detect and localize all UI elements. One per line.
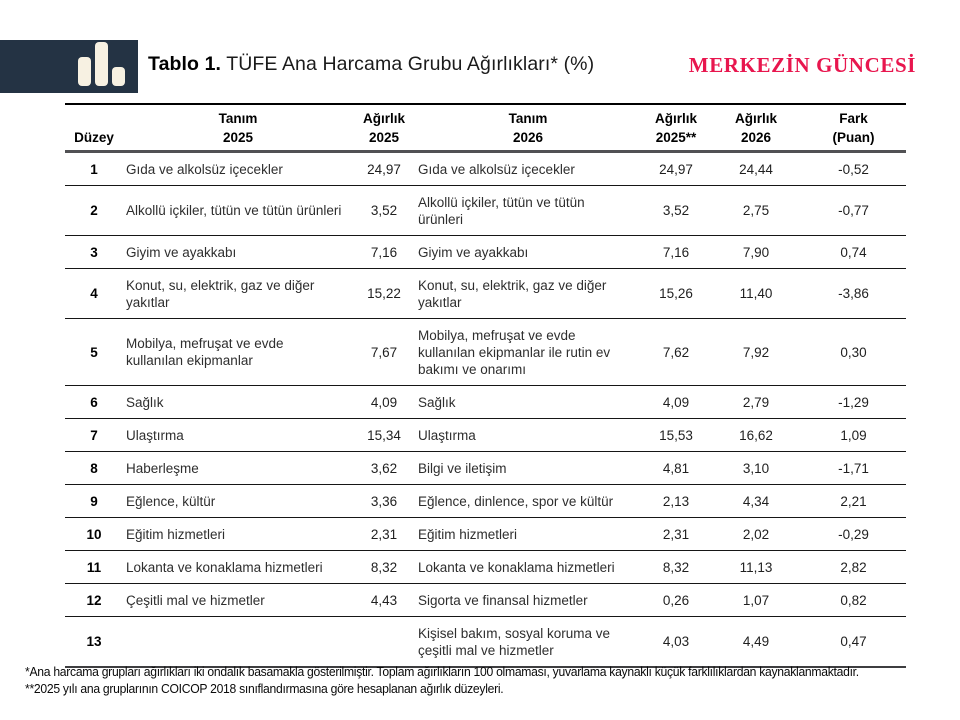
masthead (0, 40, 960, 94)
col-header-line1: Fark (839, 111, 868, 126)
cell-name_2026: Konut, su, elektrik, gaz ve diğer yakıtlar (418, 277, 607, 310)
cell-name_2025 (123, 617, 353, 668)
table-header-row (65, 104, 906, 152)
cell-diff: -3,86 (838, 286, 869, 301)
cell-weight_2026: 2,79 (742, 394, 770, 410)
cell-name_2026: Ulaştırma (418, 427, 476, 443)
cell-level: 13 (86, 634, 102, 649)
cell-diff: 0,82 (840, 592, 867, 608)
cell-level: 7 (90, 427, 98, 443)
cell-level: 1 (90, 161, 98, 177)
cell-level: 8 (90, 460, 98, 476)
cell-weight_2025 (353, 617, 415, 668)
col-header-line2: 2025 (368, 130, 400, 145)
cell-weight_2025_rev: 7,16 (662, 244, 690, 260)
cell-weight_2026: 7,92 (742, 344, 770, 360)
bar-chart-icon (78, 42, 125, 86)
cell-weight_2025: 15,34 (367, 427, 401, 443)
cell-weight_2025: 2,31 (370, 526, 398, 542)
cell-weight_2026: 2,02 (742, 526, 770, 542)
table-row (65, 452, 906, 485)
cell-name_2025: Ulaştırma (126, 427, 184, 443)
cell-weight_2025: 24,97 (367, 161, 401, 177)
cell-weight_2025_rev: 8,32 (662, 559, 690, 575)
cell-level: 11 (86, 559, 102, 575)
cell-name_2025: Eğitim hizmetleri (126, 526, 226, 542)
col-header-line2: Düzey (74, 130, 114, 145)
table-row (65, 269, 906, 319)
cell-weight_2025_rev: 3,52 (662, 203, 690, 218)
cell-name_2025: Haberleşme (126, 460, 199, 476)
cell-name_2026: Sağlık (418, 394, 456, 410)
cell-name_2025: Sağlık (126, 394, 164, 410)
table-row (65, 319, 906, 386)
col-header-line2: (Puan) (832, 130, 875, 145)
cell-diff: 0,47 (840, 634, 867, 649)
cell-name_2026: Eğlence, dinlence, spor ve kültür (418, 493, 614, 509)
cell-weight_2025_rev: 4,09 (662, 394, 690, 410)
cell-diff: 0,74 (840, 244, 867, 260)
cell-weight_2025_rev: 4,03 (662, 634, 690, 649)
cell-name_2026: Sigorta ve finansal hizmetler (418, 592, 588, 608)
weights-table (65, 103, 906, 668)
cell-diff: -1,29 (838, 394, 869, 410)
cell-diff: 2,82 (840, 559, 867, 575)
cell-weight_2025: 4,43 (370, 592, 398, 608)
col-header-line1: Ağırlık (362, 111, 405, 126)
footnote-rounding: *Ana harcama grupları ağırlıkları iki ondalık basamakla gösterilmiştir. Toplam ağırlıkların 100 olmaması, yuvarlama kaynaklı küçük farklılıklardan kaynaklanmaktadır. (25, 664, 859, 679)
table-row (65, 152, 906, 186)
cell-diff: 2,21 (840, 493, 867, 509)
cell-diff: -0,77 (838, 203, 869, 218)
table-row (65, 236, 906, 269)
table-row (65, 518, 906, 551)
cell-weight_2026: 24,44 (739, 161, 773, 177)
cell-weight_2025: 15,22 (367, 286, 401, 301)
col-header-agirlik-2026 (711, 104, 801, 152)
col-header-line2: 2026 (740, 130, 772, 145)
footnote-coicop: **2025 yılı ana gruplarının COICOP 2018 sınıflandırmasına göre hesaplanan ağırlık düzeyleri. (25, 680, 504, 696)
cell-weight_2026: 4,49 (742, 634, 770, 649)
cell-name_2026: Bilgi ve iletişim (418, 460, 507, 476)
cell-weight_2025: 8,32 (370, 559, 398, 575)
cell-diff: -0,29 (838, 526, 869, 542)
cell-weight_2025_rev: 2,13 (662, 493, 690, 509)
weights-table-container (65, 103, 906, 668)
cell-level: 10 (86, 526, 102, 542)
cell-name_2026: Alkollü içkiler, tütün ve tütün ürünleri (418, 194, 585, 227)
table-row (65, 617, 906, 668)
cell-weight_2025_rev: 15,53 (659, 427, 693, 443)
cell-weight_2025: 3,62 (370, 460, 398, 476)
cell-name_2026: Giyim ve ayakkabı (418, 244, 529, 260)
cell-weight_2025: 3,36 (370, 493, 398, 509)
cell-name_2025: Lokanta ve konaklama hizmetleri (126, 559, 323, 575)
bar-chart-icon-bar (95, 42, 108, 86)
cell-weight_2026: 2,75 (742, 203, 770, 218)
cell-level: 6 (90, 394, 98, 410)
table-header (65, 104, 906, 152)
cell-level: 3 (90, 244, 98, 260)
col-header-line2: 2025** (655, 130, 697, 145)
cell-weight_2026: 3,10 (742, 460, 770, 476)
cell-weight_2026: 11,13 (739, 559, 773, 575)
cell-weight_2025_rev: 4,81 (662, 460, 690, 476)
col-header-duzey (65, 104, 123, 152)
cell-weight_2025: 7,16 (370, 244, 398, 260)
table-body (65, 152, 906, 668)
cell-diff: -0,52 (838, 161, 869, 177)
logo (0, 40, 138, 93)
cell-level: 4 (90, 286, 98, 301)
cell-name_2025: Konut, su, elektrik, gaz ve diğer yakıtlar (126, 277, 315, 310)
cell-name_2025: Çeşitli mal ve hizmetler (126, 592, 265, 608)
brand-wordmark: MERKEZİN GÜNCESİ (688, 53, 916, 77)
cell-level: 9 (90, 493, 98, 509)
cell-diff: 0,30 (840, 344, 867, 360)
table-row (65, 186, 906, 236)
cell-weight_2025_rev: 15,26 (659, 286, 693, 301)
bar-chart-icon-bar (112, 67, 125, 86)
table-row (65, 419, 906, 452)
cell-name_2026: Lokanta ve konaklama hizmetleri (418, 559, 615, 575)
cell-weight_2025_rev: 7,62 (662, 344, 690, 360)
cell-name_2026: Eğitim hizmetleri (418, 526, 518, 542)
cell-weight_2025_rev: 24,97 (659, 161, 693, 177)
cell-name_2025: Alkollü içkiler, tütün ve tütün ürünleri (126, 203, 342, 218)
page-title-text: TÜFE Ana Harcama Grubu Ağırlıkları* (%) (221, 53, 595, 75)
cell-weight_2026: 11,40 (739, 286, 773, 301)
col-header-line2: 2025 (222, 130, 254, 145)
cell-weight_2026: 1,07 (742, 592, 770, 608)
page-title-number: Tablo 1. (148, 53, 222, 75)
page-title (148, 53, 594, 76)
table-row (65, 386, 906, 419)
cell-weight_2025_rev: 0,26 (662, 592, 690, 608)
table-row (65, 551, 906, 584)
col-header-line1: Tanım (218, 111, 258, 126)
bar-chart-icon-bar (78, 57, 91, 86)
cell-level: 2 (90, 203, 98, 218)
cell-name_2026: Kişisel bakım, sosyal koruma ve çeşitli mal ve hizmetler (418, 625, 611, 658)
cell-level: 12 (86, 592, 102, 608)
col-header-agirlik-2025 (353, 104, 415, 152)
footnotes (25, 664, 909, 698)
cell-weight_2025: 3,52 (370, 203, 398, 218)
col-header-agirlik-2025-rev (641, 104, 711, 152)
cell-name_2025: Mobilya, mefruşat ve evde kullanılan ekipmanlar (126, 336, 284, 368)
cell-diff: 1,09 (840, 427, 867, 443)
cell-weight_2026: 4,34 (742, 493, 770, 509)
table-row (65, 584, 906, 617)
col-header-tanim-2025 (123, 104, 353, 152)
cell-diff: -1,71 (838, 460, 869, 476)
col-header-line1: Ağırlık (654, 111, 697, 126)
table-row (65, 485, 906, 518)
cell-name_2025: Eğlence, kültür (126, 493, 216, 509)
col-header-line2: 2026 (512, 130, 544, 145)
cell-name_2025: Giyim ve ayakkabı (126, 244, 237, 260)
cell-level: 5 (90, 344, 98, 360)
col-header-line1: Ağırlık (734, 111, 777, 126)
cell-weight_2026: 7,90 (742, 244, 770, 260)
cell-name_2026: Gıda ve alkolsüz içecekler (418, 161, 575, 177)
cell-weight_2025: 4,09 (370, 394, 398, 410)
cell-weight_2025_rev: 2,31 (662, 526, 690, 542)
col-header-fark-puan (801, 104, 906, 152)
cell-name_2026: Mobilya, mefruşat ve evde kullanılan ekipmanlar ile rutin ev bakımı ve onarımı (418, 327, 611, 377)
col-header-tanim-2026 (415, 104, 641, 152)
cell-weight_2026: 16,62 (739, 427, 773, 443)
col-header-line1: Tanım (508, 111, 548, 126)
cell-name_2025: Gıda ve alkolsüz içecekler (126, 161, 283, 177)
cell-weight_2025: 7,67 (370, 344, 398, 360)
